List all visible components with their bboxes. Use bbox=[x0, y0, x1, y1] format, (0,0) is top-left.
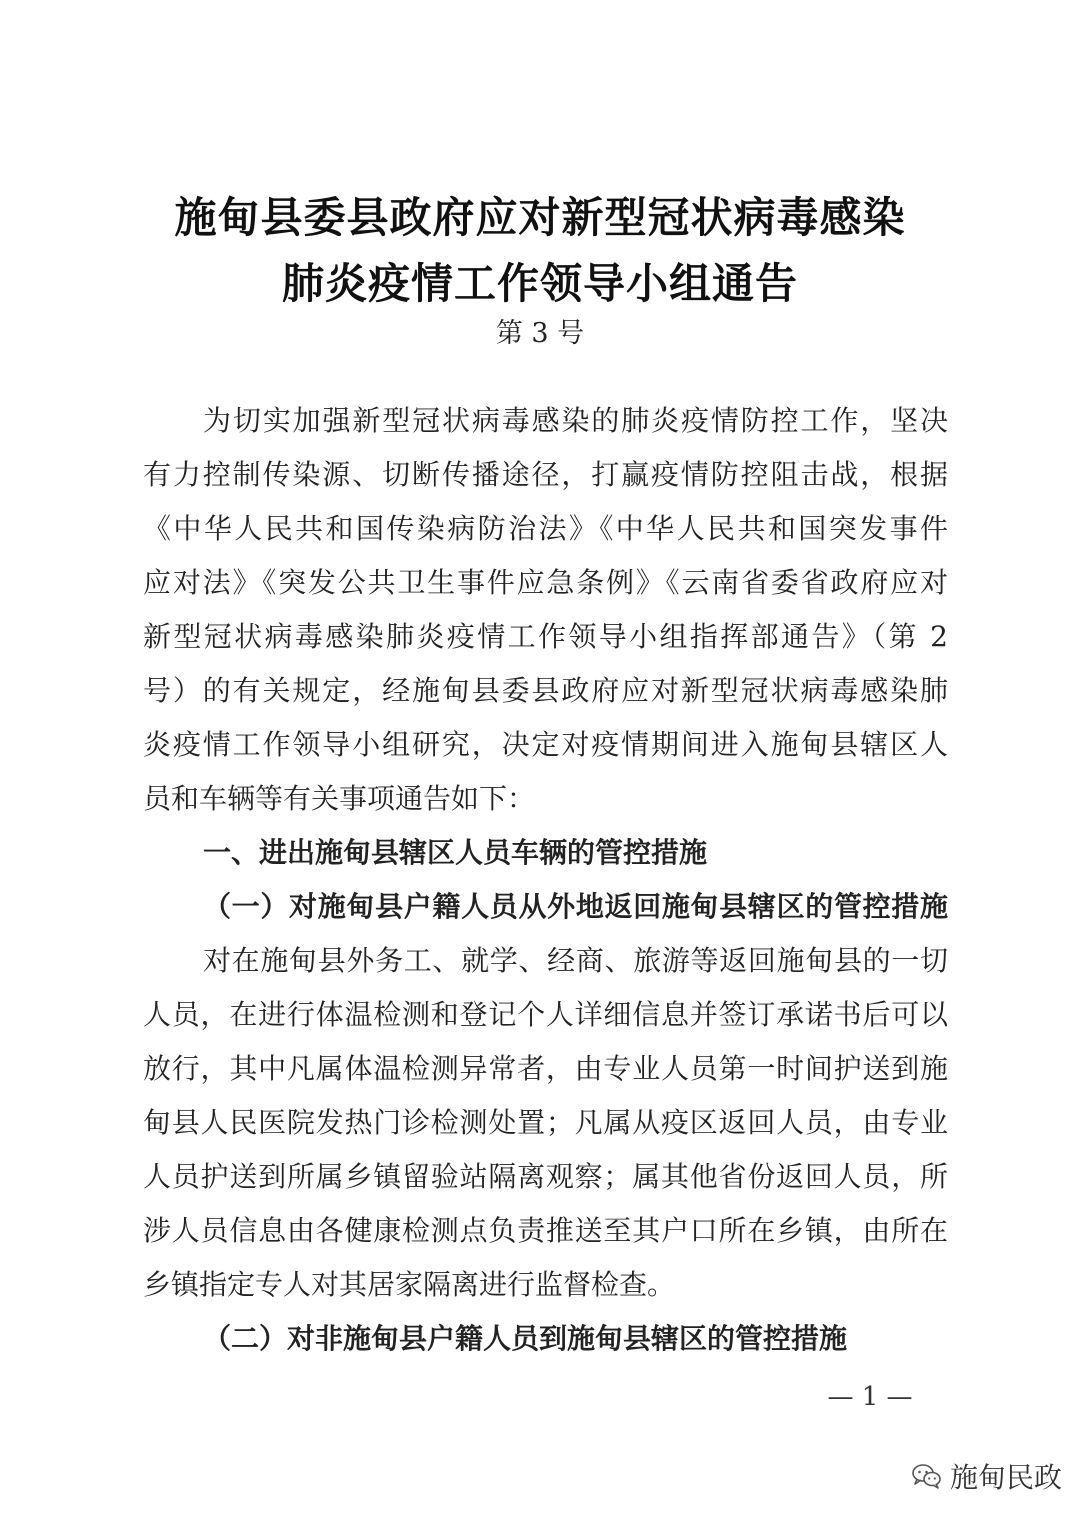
paragraph-line: 放行，其中凡属体温检测异常者，由专业人员第一时间护送到施 bbox=[143, 1052, 948, 1085]
paragraph-line: 对在施甸县外务工、就学、经商、旅游等返回施甸县的一切 bbox=[203, 944, 948, 977]
paragraph-line: 乡镇指定专人对其居家隔离进行监督检查。 bbox=[143, 1268, 676, 1301]
paragraph-line: 《中华人民共和国传染病防治法》《中华人民共和国突发事件 bbox=[143, 512, 948, 545]
watermark bbox=[912, 1452, 1062, 1500]
watermark-text: 施甸民政 bbox=[950, 1461, 1063, 1494]
section-heading: 一、进出施甸县辖区人员车辆的管控措施 bbox=[203, 836, 708, 869]
paragraph-line: 人员护送到所属乡镇留验站隔离观察；属其他省份返回人员，所 bbox=[143, 1160, 948, 1193]
subsection-heading: （二）对非施甸县户籍人员到施甸县辖区的管控措施 bbox=[203, 1322, 848, 1355]
paragraph-line: 甸县人民医院发热门诊检测处置；凡属从疫区返回人员，由专业 bbox=[143, 1106, 948, 1139]
page-number: — 1 — bbox=[827, 1382, 913, 1412]
paragraph-line: 涉人员信息由各健康检测点负责推送至其户口所在乡镇，由所在 bbox=[143, 1214, 948, 1247]
document-title-line-2: 肺炎疫情工作领导小组通告 bbox=[281, 259, 798, 308]
paragraph-line: 员和车辆等有关事项通告如下： bbox=[143, 782, 536, 815]
paragraph-line: 炎疫情工作领导小组研究，决定对疫情期间进入施甸县辖区人 bbox=[143, 728, 948, 761]
document-title-line-1: 施甸县委县政府应对新型冠状病毒感染 bbox=[174, 193, 906, 242]
paragraph-line: 新型冠状病毒感染肺炎疫情工作领导小组指挥部通告》（第 2 bbox=[143, 620, 948, 653]
document-body bbox=[143, 401, 948, 1373]
subsection-heading: （一）对施甸县户籍人员从外地返回施甸县辖区的管控措施 bbox=[203, 890, 948, 923]
document-number: 第 3 号 bbox=[495, 318, 585, 349]
paragraph-line: 号）的有关规定，经施甸县委县政府应对新型冠状病毒感染肺 bbox=[143, 674, 948, 707]
paragraph-line: 有力控制传染源、切断传播途径，打赢疫情防控阻击战，根据 bbox=[143, 458, 948, 491]
paragraph-line: 为切实加强新型冠状病毒感染的肺炎疫情防控工作，坚决 bbox=[203, 404, 948, 437]
paragraph-line: 应对法》《突发公共卫生事件应急条例》《云南省委省政府应对 bbox=[143, 566, 948, 599]
wechat-icon bbox=[912, 1463, 942, 1489]
paragraph-line: 人员，在进行体温检测和登记个人详细信息并签订承诺书后可以 bbox=[143, 998, 948, 1031]
